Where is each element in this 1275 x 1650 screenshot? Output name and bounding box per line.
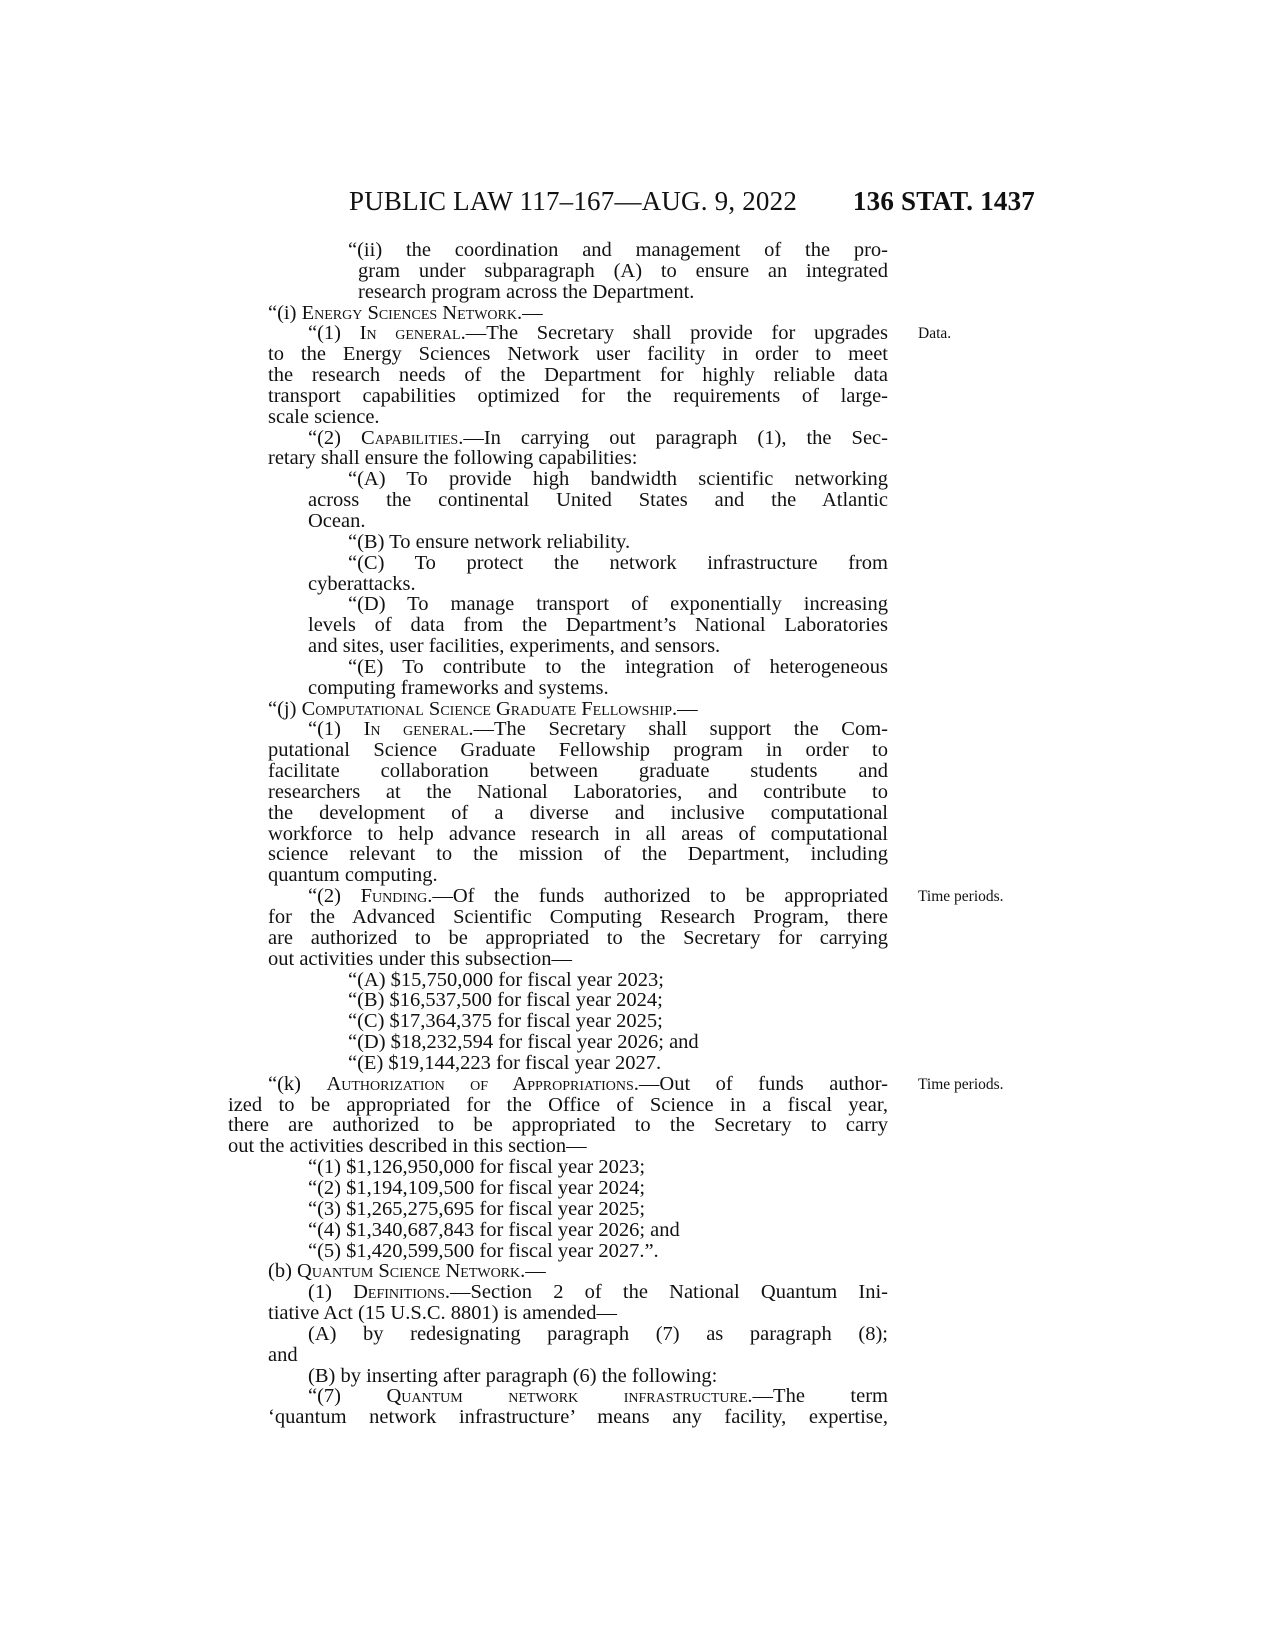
text-line xyxy=(228,490,888,511)
text-run: to the Energy Sciences Network user facility in order to meet xyxy=(268,343,888,366)
text-run: and xyxy=(268,1343,298,1366)
text-run: putational Science Graduate Fellowship program in order to xyxy=(268,739,888,762)
text-line xyxy=(228,636,888,657)
text-run: ized to be appropriated for the Office of Science in a fiscal year, xyxy=(228,1093,888,1116)
text-line xyxy=(228,1157,888,1178)
section-heading-text: Quantum Science Network xyxy=(297,1260,521,1283)
text-line xyxy=(228,824,888,845)
text-line xyxy=(228,1199,888,1220)
text-run: researchers at the National Laboratories, and contribute to xyxy=(268,780,888,803)
text-line xyxy=(228,1366,888,1387)
text-line xyxy=(228,469,888,490)
text-run: ‘quantum network infrastructure’ means any facility, expertise, xyxy=(268,1406,888,1429)
text-run: .—In carrying out paragraph (1), the Sec- xyxy=(458,426,888,449)
text-run: “(4) $1,340,687,843 for fiscal year 2026; and xyxy=(308,1218,680,1241)
text-line xyxy=(228,949,888,970)
text-run: .—Of the funds authorized to be appropriated xyxy=(427,885,888,908)
text-run: .— xyxy=(671,697,698,720)
text-run: “(k) xyxy=(268,1072,327,1095)
text-line xyxy=(228,1324,888,1345)
text-run: gram under subparagraph (A) to ensure an integrated xyxy=(358,259,888,282)
section-heading-text: In general xyxy=(363,718,469,741)
section-heading-text: Quantum network infrastructure xyxy=(386,1385,748,1408)
text-line xyxy=(228,1261,888,1282)
text-run: scale science. xyxy=(268,405,380,428)
text-line xyxy=(228,844,888,865)
text-line xyxy=(228,1345,888,1366)
text-line xyxy=(228,865,888,886)
text-line xyxy=(228,344,888,365)
text-line xyxy=(228,1032,888,1053)
text-line xyxy=(228,678,888,699)
text-run: science relevant to the mission of the Department, including xyxy=(268,843,888,866)
text-line xyxy=(228,886,888,907)
text-line xyxy=(228,553,888,574)
text-run: research program across the Department. xyxy=(358,280,695,303)
text-run: out activities under this subsection— xyxy=(268,947,573,970)
text-run: cyberattacks. xyxy=(308,572,416,595)
section-heading-text: Authorization of Appropriations xyxy=(326,1072,634,1095)
running-header-stat-page: 136 STAT. 1437 xyxy=(852,186,1035,216)
text-line xyxy=(228,1011,888,1032)
text-run: “(j) xyxy=(268,697,302,720)
text-line xyxy=(228,1095,888,1116)
text-run: “(C) $17,364,375 for fiscal year 2025; xyxy=(348,1010,663,1033)
text-line xyxy=(228,1303,888,1324)
text-line xyxy=(228,303,888,324)
text-run: retary shall ensure the following capabilities: xyxy=(268,447,638,470)
section-heading-text: Capabilities xyxy=(361,426,459,449)
text-line xyxy=(228,511,888,532)
text-line xyxy=(228,1074,888,1095)
text-run: .— xyxy=(520,1260,546,1283)
text-line xyxy=(228,1178,888,1199)
text-line xyxy=(228,615,888,636)
text-run: “(3) $1,265,275,695 for fiscal year 2025; xyxy=(308,1197,646,1220)
text-run: “(A) To provide high bandwidth scientific networking xyxy=(348,468,888,491)
text-run: .—The Secretary shall provide for upgrades xyxy=(460,322,888,345)
text-run: .—The Secretary shall support the Com- xyxy=(468,718,888,741)
text-line xyxy=(228,782,888,803)
text-run: “(1) xyxy=(308,718,364,741)
section-heading-text: Computational Science Graduate Fellowship xyxy=(301,697,672,720)
text-line xyxy=(228,428,888,449)
text-run: transport capabilities optimized for the requirements of large- xyxy=(268,384,888,407)
text-run: .—The term xyxy=(747,1385,888,1408)
text-run: and sites, user facilities, experiments, and sensors. xyxy=(308,635,721,658)
text-line xyxy=(228,407,888,428)
running-header-title: PUBLIC LAW 117–167—AUG. 9, 2022 xyxy=(349,186,798,216)
text-run: “(7) xyxy=(308,1385,387,1408)
text-run: out the activities described in this section— xyxy=(228,1135,587,1158)
text-line xyxy=(228,699,888,720)
text-run: .—Out of funds author- xyxy=(633,1072,888,1095)
text-line xyxy=(228,1407,888,1428)
text-run: .—Section 2 of the National Quantum Ini- xyxy=(444,1281,888,1304)
text-run: (B) by inserting after paragraph (6) the following: xyxy=(308,1364,718,1387)
text-run: “(D) To manage transport of exponentially increasing xyxy=(348,593,888,616)
text-run: “(C) To protect the network infrastructure from xyxy=(348,551,888,574)
text-line xyxy=(228,594,888,615)
text-line xyxy=(228,907,888,928)
text-line xyxy=(228,1136,888,1157)
text-line xyxy=(228,1282,888,1303)
text-run: the development of a diverse and inclusive computational xyxy=(268,801,888,824)
text-run: (1) xyxy=(308,1281,354,1304)
text-run: “(2) xyxy=(308,885,361,908)
text-run: “(2) xyxy=(308,426,362,449)
text-line xyxy=(228,323,888,344)
text-run: “(1) $1,126,950,000 for fiscal year 2023; xyxy=(308,1156,646,1179)
text-run: across the continental United States and the Atlantic xyxy=(308,489,888,512)
text-line xyxy=(228,761,888,782)
text-run: are authorized to be appropriated to the Secretary for carrying xyxy=(268,926,888,949)
text-run: “(B) To ensure network reliability. xyxy=(348,530,631,553)
text-line xyxy=(228,803,888,824)
text-run: there are authorized to be appropriated to the Secretary to carry xyxy=(228,1114,888,1137)
text-line xyxy=(228,1115,888,1136)
text-line xyxy=(228,386,888,407)
margin-note: Time periods. xyxy=(918,888,1004,906)
text-run: “(5) $1,420,599,500 for fiscal year 2027.”. xyxy=(308,1239,659,1262)
text-run: computing frameworks and systems. xyxy=(308,676,609,699)
section-heading-text: Funding xyxy=(360,885,428,908)
text-run: facilitate collaboration between graduate students and xyxy=(268,760,888,783)
text-line xyxy=(228,1053,888,1074)
text-line xyxy=(228,574,888,595)
text-run: “(B) $16,537,500 for fiscal year 2024; xyxy=(348,989,663,1012)
text-line xyxy=(228,1241,888,1262)
text-line xyxy=(228,990,888,1011)
text-line xyxy=(228,1386,888,1407)
margin-note: Time periods. xyxy=(918,1076,1004,1093)
text-run: .— xyxy=(517,301,543,324)
section-heading-text: Energy Sciences Network xyxy=(301,301,517,324)
text-run: levels of data from the Department’s National Laboratories xyxy=(308,614,888,637)
text-run: Ocean. xyxy=(308,509,366,532)
text-line xyxy=(228,365,888,386)
text-run: tiative Act (15 U.S.C. 8801) is amended— xyxy=(268,1302,618,1325)
text-run: “(D) $18,232,594 for fiscal year 2026; and xyxy=(348,1031,699,1054)
text-line xyxy=(228,261,888,282)
text-line xyxy=(228,1220,888,1241)
text-run: “(A) $15,750,000 for fiscal year 2023; xyxy=(348,968,664,991)
text-run: for the Advanced Scientific Computing Research Program, there xyxy=(268,906,888,928)
text-run: “(E) $19,144,223 for fiscal year 2027. xyxy=(348,1051,662,1074)
text-run: quantum computing. xyxy=(268,864,438,887)
text-run: (A) by redesignating paragraph (7) as paragraph (8); xyxy=(308,1322,888,1345)
text-run: “(i) xyxy=(268,301,302,324)
margin-note: Data. xyxy=(918,325,952,343)
text-run: (b) xyxy=(268,1260,298,1283)
text-line xyxy=(228,657,888,678)
text-line xyxy=(228,532,888,553)
text-run: the research needs of the Department for highly reliable data xyxy=(268,364,888,387)
text-line xyxy=(228,448,888,469)
text-run: workforce to help advance research in all areas of computational xyxy=(268,822,888,845)
text-run: “(E) To contribute to the integration of heterogeneous xyxy=(348,655,888,678)
text-line xyxy=(228,240,888,261)
statute-body-text xyxy=(228,240,888,1428)
section-heading-text: In general xyxy=(359,322,461,345)
text-line xyxy=(228,970,888,991)
text-line xyxy=(228,740,888,761)
section-heading-text: Definitions xyxy=(353,1281,445,1304)
text-line xyxy=(228,928,888,949)
text-run: “(ii) the coordination and management of the pro- xyxy=(348,239,888,261)
text-line xyxy=(228,719,888,740)
text-run: “(1) xyxy=(308,322,360,345)
text-line xyxy=(228,282,888,303)
text-run: “(2) $1,194,109,500 for fiscal year 2024; xyxy=(308,1176,646,1199)
